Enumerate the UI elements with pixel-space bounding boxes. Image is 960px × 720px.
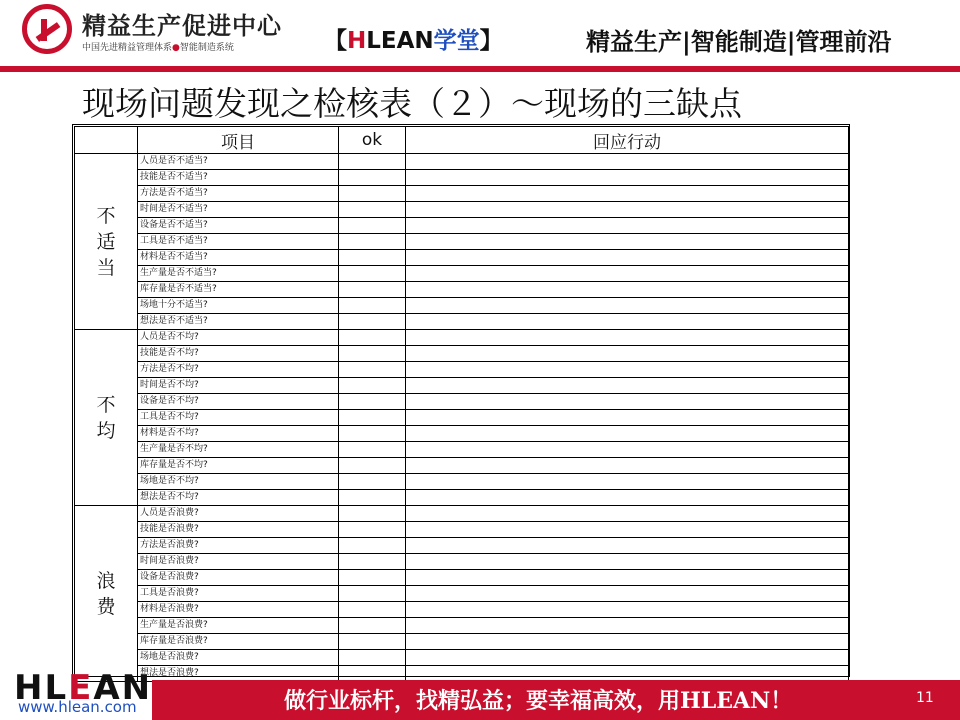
footer-logo-hl: HL: [14, 668, 69, 702]
item-cell: 人员是否不适当?: [138, 154, 339, 170]
item-cell: 生产量是否不均?: [138, 442, 339, 458]
item-cell: 技能是否不适当?: [138, 170, 339, 186]
brand-sub-right: 智能制造系统: [179, 43, 234, 53]
response-action-cell[interactable]: [406, 442, 849, 458]
tag-lean: LEAN: [366, 28, 434, 54]
item-cell: 设备是否不适当?: [138, 218, 339, 234]
table-header-row: [75, 127, 849, 154]
ok-cell[interactable]: [339, 266, 406, 282]
item-cell: 工具是否浪费?: [138, 586, 339, 602]
item-cell: 技能是否不均?: [138, 346, 339, 362]
response-action-cell[interactable]: [406, 362, 849, 378]
response-action-cell[interactable]: [406, 218, 849, 234]
table-row: [75, 650, 849, 666]
item-cell: 材料是否不适当?: [138, 250, 339, 266]
header-slogan: 精益生产|智能制造|管理前沿: [586, 28, 892, 56]
table-row: [75, 378, 849, 394]
item-cell: 设备是否浪费?: [138, 570, 339, 586]
table-row: [75, 218, 849, 234]
table-row: [75, 298, 849, 314]
ok-cell[interactable]: [339, 250, 406, 266]
item-cell: 想法是否不均?: [138, 490, 339, 506]
table-row: [75, 538, 849, 554]
brand-name: 精益生产促进中心: [82, 12, 282, 40]
item-cell: 设备是否不均?: [138, 394, 339, 410]
item-cell: 材料是否不均?: [138, 426, 339, 442]
header-ok: ok: [339, 127, 406, 154]
response-action-cell[interactable]: [406, 154, 849, 170]
response-action-cell[interactable]: [406, 490, 849, 506]
response-action-cell[interactable]: [406, 586, 849, 602]
header-divider: [0, 66, 960, 72]
ok-cell[interactable]: [339, 474, 406, 490]
ok-cell[interactable]: [339, 442, 406, 458]
table-row: [75, 618, 849, 634]
response-action-cell[interactable]: [406, 634, 849, 650]
table-row: [75, 554, 849, 570]
table-row: [75, 314, 849, 330]
ok-cell[interactable]: [339, 634, 406, 650]
response-action-cell[interactable]: [406, 266, 849, 282]
footer-logo-an: AN: [93, 668, 153, 702]
ok-cell[interactable]: [339, 234, 406, 250]
item-cell: 技能是否浪费?: [138, 522, 339, 538]
item-cell: 人员是否浪费?: [138, 506, 339, 522]
category-cell: [75, 330, 138, 506]
ok-cell[interactable]: [339, 650, 406, 666]
response-action-cell[interactable]: [406, 202, 849, 218]
ok-cell[interactable]: [339, 314, 406, 330]
response-action-cell[interactable]: [406, 394, 849, 410]
table-row: [75, 570, 849, 586]
table-row: [75, 490, 849, 506]
page-title: 现场问题发现之检核表（２）～现场的三缺点: [82, 84, 742, 123]
footer-logo-e: E: [68, 668, 94, 702]
category-char: 不: [96, 204, 116, 227]
ok-cell[interactable]: [339, 202, 406, 218]
response-action-cell[interactable]: [406, 410, 849, 426]
tag-xuetang: 学堂: [433, 28, 480, 54]
ok-cell[interactable]: [339, 410, 406, 426]
table-row: [75, 202, 849, 218]
item-cell: 时间是否不适当?: [138, 202, 339, 218]
category-char: 费: [96, 595, 116, 618]
response-action-cell[interactable]: [406, 506, 849, 522]
ok-cell[interactable]: [339, 218, 406, 234]
ok-cell[interactable]: [339, 538, 406, 554]
ok-cell[interactable]: [339, 362, 406, 378]
ok-cell[interactable]: [339, 282, 406, 298]
item-cell: 人员是否不均?: [138, 330, 339, 346]
table-row: [75, 346, 849, 362]
item-cell: 场地是否不均?: [138, 474, 339, 490]
item-cell: 库存量是否不适当?: [138, 282, 339, 298]
ok-cell[interactable]: [339, 602, 406, 618]
response-action-cell[interactable]: [406, 474, 849, 490]
table-row: [75, 426, 849, 442]
ok-cell[interactable]: [339, 570, 406, 586]
response-action-cell[interactable]: [406, 554, 849, 570]
ok-cell[interactable]: [339, 554, 406, 570]
ok-cell[interactable]: [339, 586, 406, 602]
response-action-cell[interactable]: [406, 298, 849, 314]
response-action-cell[interactable]: [406, 330, 849, 346]
category-char: 不: [96, 393, 116, 416]
hlean-academy-tag: [324, 22, 503, 55]
item-cell: 场地是否浪费?: [138, 650, 339, 666]
checklist-table-frame: [72, 124, 850, 677]
brand-logo-icon: [22, 4, 72, 54]
footer-slogan: 做行业标杆，找精弘益；要幸福高效，用HLEAN！: [284, 688, 793, 714]
header: [0, 0, 960, 76]
item-cell: 想法是否不适当?: [138, 314, 339, 330]
item-cell: 想法是否浪费?: [138, 666, 339, 682]
table-row: [75, 458, 849, 474]
header-item: 项目: [138, 127, 339, 154]
category-cell: [75, 154, 138, 330]
response-action-cell[interactable]: [406, 650, 849, 666]
table-row: [75, 266, 849, 282]
table-row: [75, 602, 849, 618]
ok-cell[interactable]: [339, 490, 406, 506]
ok-cell[interactable]: [339, 378, 406, 394]
ok-cell[interactable]: [339, 170, 406, 186]
response-action-cell[interactable]: [406, 458, 849, 474]
table-row: [75, 506, 849, 522]
table-row: [75, 250, 849, 266]
response-action-cell[interactable]: [406, 522, 849, 538]
footer-logo: [14, 668, 152, 702]
table-row: [75, 362, 849, 378]
response-action-cell[interactable]: [406, 234, 849, 250]
item-cell: 时间是否不均?: [138, 378, 339, 394]
table-row: [75, 154, 849, 170]
footer-url[interactable]: www.hlean.com: [18, 698, 137, 716]
table-row: [75, 586, 849, 602]
table-row: [75, 474, 849, 490]
response-action-cell[interactable]: [406, 426, 849, 442]
brand-sub-left: 中国先进精益管理体系: [82, 43, 173, 53]
response-action-cell[interactable]: [406, 250, 849, 266]
ok-cell[interactable]: [339, 186, 406, 202]
response-action-cell[interactable]: [406, 346, 849, 362]
table-row: [75, 442, 849, 458]
table-body: [75, 154, 849, 682]
table-row: [75, 634, 849, 650]
ok-cell[interactable]: [339, 506, 406, 522]
table-row: [75, 282, 849, 298]
category-char: 浪: [96, 569, 116, 592]
category-cell: [75, 506, 138, 682]
item-cell: 方法是否浪费?: [138, 538, 339, 554]
item-cell: 生产量是否不适当?: [138, 266, 339, 282]
table-row: [75, 330, 849, 346]
tag-close: 】: [479, 28, 503, 54]
item-cell: 生产量是否浪费?: [138, 618, 339, 634]
header-category: [75, 127, 138, 154]
table-row: [75, 170, 849, 186]
item-cell: 库存量是否浪费?: [138, 634, 339, 650]
table-row: [75, 522, 849, 538]
ok-cell[interactable]: [339, 426, 406, 442]
checklist-table: [74, 126, 849, 682]
ok-cell[interactable]: [339, 298, 406, 314]
ok-cell[interactable]: [339, 394, 406, 410]
category-char: 均: [96, 419, 116, 442]
brand-sub-dot-icon: ●: [172, 43, 180, 53]
table-row: [75, 186, 849, 202]
brand-subtitle: [82, 40, 234, 53]
ok-cell[interactable]: [339, 618, 406, 634]
item-cell: 材料是否浪费?: [138, 602, 339, 618]
item-cell: 方法是否不均?: [138, 362, 339, 378]
table-row: [75, 234, 849, 250]
response-action-cell[interactable]: [406, 170, 849, 186]
response-action-cell[interactable]: [406, 378, 849, 394]
ok-cell[interactable]: [339, 154, 406, 170]
ok-cell[interactable]: [339, 458, 406, 474]
response-action-cell[interactable]: [406, 570, 849, 586]
item-cell: 工具是否不适当?: [138, 234, 339, 250]
table-row: [75, 410, 849, 426]
ok-cell[interactable]: [339, 330, 406, 346]
header-response-action: 回应行动: [406, 127, 849, 154]
tag-h: H: [347, 28, 367, 54]
response-action-cell[interactable]: [406, 282, 849, 298]
response-action-cell[interactable]: [406, 186, 849, 202]
item-cell: 方法是否不适当?: [138, 186, 339, 202]
ok-cell[interactable]: [339, 346, 406, 362]
tag-open: 【: [324, 28, 347, 54]
item-cell: 库存量是否不均?: [138, 458, 339, 474]
ok-cell[interactable]: [339, 522, 406, 538]
response-action-cell[interactable]: [406, 602, 849, 618]
item-cell: 时间是否浪费?: [138, 554, 339, 570]
response-action-cell[interactable]: [406, 538, 849, 554]
category-char: 当: [96, 256, 116, 279]
item-cell: 工具是否不均?: [138, 410, 339, 426]
table-row: [75, 394, 849, 410]
page-number: 11: [916, 690, 934, 706]
response-action-cell[interactable]: [406, 618, 849, 634]
category-char: 适: [96, 230, 116, 253]
response-action-cell[interactable]: [406, 314, 849, 330]
item-cell: 场地十分不适当?: [138, 298, 339, 314]
